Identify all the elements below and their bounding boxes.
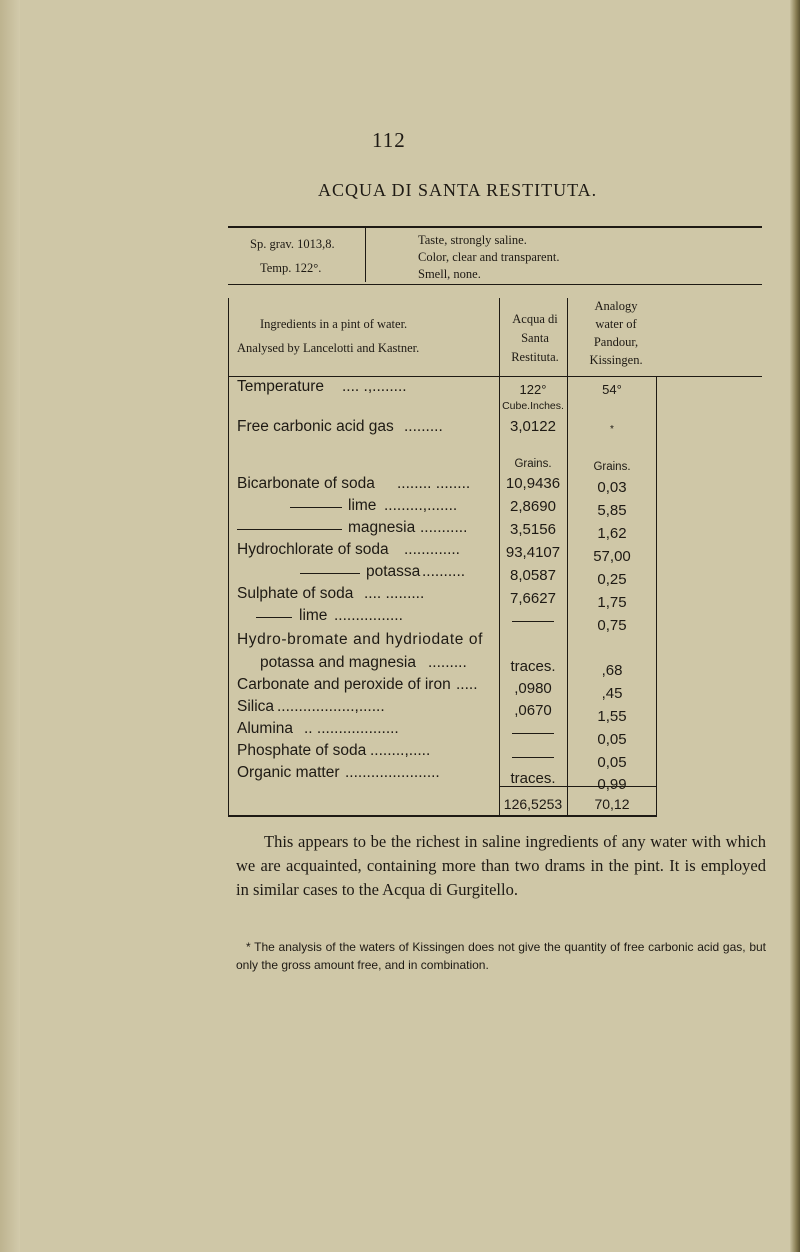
table-top-rule [228, 226, 762, 228]
footnote: * The analysis of the waters of Kissingen does not give the quantity of free carbonic acid gas, but only the gross amount free, and in combination. [236, 940, 766, 972]
col2-header-line1: Analogy [594, 299, 638, 313]
row-col2: 1,55 [597, 708, 627, 725]
row-col1: 10,9436 [505, 475, 561, 492]
row-col1: 7,6627 [510, 590, 556, 607]
row-leader: .... ......... [364, 585, 425, 602]
unit-grains-col2: Grains. [593, 461, 631, 473]
row-col2: 1,75 [597, 594, 627, 611]
props-taste: Taste, strongly saline. [418, 233, 527, 247]
row-col2: 5,85 [597, 502, 627, 519]
row-col2: 0,05 [597, 731, 627, 748]
props-divider [365, 228, 366, 282]
header-bottom-rule [228, 376, 762, 377]
temperature-label: Temperature [237, 378, 325, 395]
row-col2: 1,62 [597, 525, 627, 542]
page-edge [790, 0, 800, 1252]
row-label: Hydrochlorate of soda [237, 541, 389, 558]
header-col2-rule [567, 298, 568, 376]
row-label: Organic matter [237, 764, 340, 781]
col1-empty-dash [512, 757, 554, 758]
row-leader: ...................... [345, 764, 440, 781]
row-leader: ........,..... [370, 742, 431, 759]
props-smell: Smell, none. [418, 267, 481, 281]
row-col2: ,45 [601, 685, 623, 702]
col1-header-line2: Santa [521, 331, 549, 345]
gas-leader: ......... [404, 418, 443, 435]
col1-empty-dash [512, 733, 554, 734]
row-label: Hydro-bromate and hydriodate of [237, 631, 484, 648]
row-col1: 93,4107 [505, 544, 561, 561]
unit-grains-col1: Grains. [514, 458, 552, 470]
col2-header-line2: water of [595, 317, 637, 331]
ditto-dash [290, 507, 342, 508]
body-left-rule [228, 377, 229, 815]
col1-empty-dash [512, 621, 554, 622]
row-label: Phosphate of soda [237, 742, 367, 759]
body-paragraph: This appears to be the richest in saline ingredients of any water with which we are acquainted, containing more than two drams in the pint. It is employed in similar cases to the Acqua di Gurgitello. [236, 832, 766, 899]
gas-col2-footnote-mark: * [610, 424, 614, 435]
col2-header-line4: Kissingen. [589, 353, 643, 367]
gas-col1: 3,0122 [510, 418, 556, 435]
row-label: Bicarbonate of soda [237, 475, 375, 492]
ditto-dash [256, 617, 292, 618]
row-label: Carbonate and peroxide of iron [237, 676, 451, 693]
total-col2: 70,12 [594, 796, 630, 812]
row-col2: 0,05 [597, 754, 627, 771]
temperature-col2: 54° [602, 382, 622, 397]
temperature-leader: .... .,........ [342, 378, 407, 395]
row-col2: ,68 [601, 662, 623, 679]
row-label: potassa [366, 563, 421, 580]
row-col1: traces. [510, 770, 556, 787]
row-label: lime [299, 607, 328, 624]
row-leader: ..... [456, 676, 478, 693]
row-label: lime [348, 497, 377, 514]
page-title: ACQUA DI SANTA RESTITUTA. [318, 180, 598, 200]
ditto-dash [237, 529, 342, 530]
row-leader: .. ................... [304, 720, 399, 737]
row-leader: .......... [422, 563, 466, 580]
row-leader: ........... [420, 519, 468, 536]
row-label: Alumina [237, 720, 293, 737]
row-leader: ................ [334, 607, 403, 624]
row-col2: 57,00 [593, 548, 631, 565]
row-col1: traces. [510, 658, 556, 675]
row-label: Sulphate of soda [237, 585, 354, 602]
analysts-header: Analysed by Lancelotti and Kastner. [237, 341, 420, 355]
row-leader: ......... [428, 654, 467, 671]
total-col1: 126,5253 [503, 796, 563, 812]
row-col1: ,0980 [514, 680, 552, 697]
col2-header-line3: Pandour, [593, 335, 639, 349]
row-leader: ..................,...... [277, 698, 385, 715]
body-right-rule [656, 377, 657, 815]
row-leader: ............. [404, 541, 460, 558]
temperature-col1: 122° [519, 382, 547, 397]
page-number: 112 [372, 128, 406, 152]
gas-label: Free carbonic acid gas [237, 418, 394, 435]
col1-header-line1: Acqua di [512, 312, 558, 326]
row-col2: 0,03 [597, 479, 627, 496]
row-col1: 8,0587 [510, 567, 556, 584]
page-gutter [0, 0, 20, 1252]
header-left-rule [228, 298, 229, 376]
row-label: potassa and magnesia [260, 654, 416, 671]
props-sp-grav: Sp. grav. 1013,8. [250, 237, 335, 251]
props-color: Color, clear and transparent. [418, 250, 560, 264]
props-temp: Temp. 122°. [260, 261, 322, 275]
ditto-dash [300, 573, 360, 574]
row-leader: ........ ........ [397, 475, 471, 492]
props-bottom-rule [228, 284, 762, 285]
row-label: Silica [237, 698, 275, 715]
row-col2: 0,99 [597, 776, 627, 793]
col1-header-line3: Restituta. [511, 350, 559, 364]
row-label: magnesia [348, 519, 416, 536]
unit-cube-inches: Cube.Inches. [502, 400, 564, 412]
row-col1: ,0670 [514, 702, 552, 719]
row-col1: 2,8690 [510, 498, 556, 515]
row-col2: 0,75 [597, 617, 627, 634]
ingredients-header: Ingredients in a pint of water. [260, 317, 408, 331]
row-col1: 3,5156 [510, 521, 556, 538]
row-leader: .........,....... [384, 497, 458, 514]
table-bottom-rule [228, 815, 657, 817]
row-col2: 0,25 [597, 571, 627, 588]
header-col1-rule [499, 298, 500, 376]
